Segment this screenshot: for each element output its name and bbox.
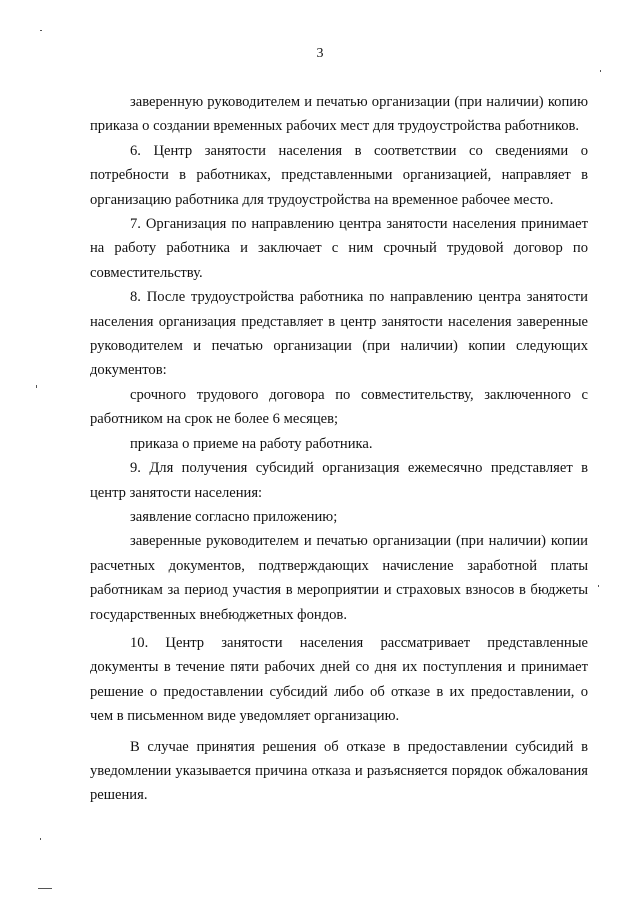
paragraph-item-8-doc-1: срочного трудового договора по совместительству, заключенного с работником на срок не более 6 месяцев; — [90, 386, 588, 428]
paragraph-continuation: заверенную руководителем и печатью организации (при наличии) копию приказа о создании временных рабочих мест для трудоустройства работников. — [90, 94, 588, 135]
paragraph-item-9: 9. Для получения субсидий организация ежемесячно представляет в центр занятости населения: — [90, 460, 588, 501]
document-body — [90, 90, 588, 808]
scan-speck — [36, 385, 37, 388]
paragraph-item-8: 8. После трудоустройства работника по направлению центра занятости населения организация представляет в центр занятости населения заверенные руководителем и печатью организации (при наличии) копии следующих документов: — [90, 289, 588, 379]
page-number: 3 — [316, 46, 324, 61]
scan-speck — [600, 70, 601, 72]
scan-speck — [40, 30, 42, 31]
paragraph-item-8-doc-2: приказа о приеме на работу работника. — [130, 435, 373, 452]
paragraph-item-9-doc-1: заявление согласно приложению; — [130, 508, 338, 525]
scan-speck — [38, 888, 52, 889]
scan-speck — [40, 838, 41, 840]
paragraph-refusal: В случае принятия решения об отказе в предоставлении субсидий в уведомлении указывается причина отказа и разъясняется порядок обжалования решения. — [90, 738, 588, 804]
paragraph-item-10: 10. Центр занятости населения рассматривает представленные документы в течение пяти рабочих дней со дня их поступления и принимает решение о предоставлении субсидий либо об отказе в их предоставлении, о чем в письменном виде уведомляет организацию. — [90, 634, 588, 725]
paragraph-item-9-doc-2: заверенные руководителем и печатью организации (при наличии) копии расчетных документов, подтверждающих начисление заработной платы работникам за период участия в мероприятии и страховых взносов в бюджеты государственных внебюджетных фондов. — [90, 533, 588, 623]
paragraph-item-7: 7. Организация по направлению центра занятости населения принимает на работу работника и заключает с ним срочный трудовой договор по совместительству. — [90, 216, 588, 281]
paragraph-item-6: 6. Центр занятости населения в соответствии со сведениями о потребности в работниках, представленными организацией, направляет в организацию работника для трудоустройства на временное рабочее место. — [90, 142, 588, 208]
scan-speck — [598, 585, 599, 587]
